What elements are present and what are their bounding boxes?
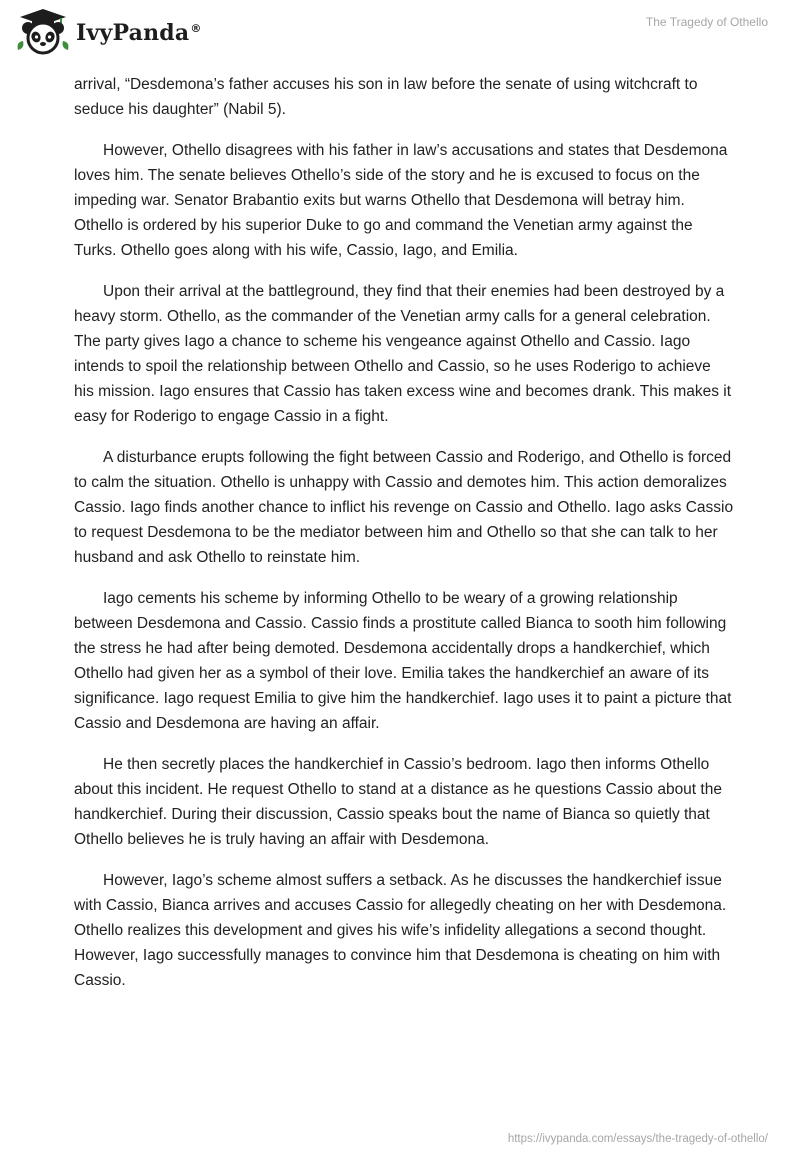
paragraph-1: arrival, “Desdemona’s father accuses his son in law before the senate of using witchcraft to seduce his daughter” (Nabil 5). <box>74 76 698 118</box>
essay-body <box>74 72 734 1009</box>
brand-logo[interactable] <box>14 6 202 58</box>
paragraph-6: He then secretly places the handkerchief in Cassio’s bedroom. Iago then informs Othello about this incident. He request Othello to stand at a distance as he questions Cassio about the handkerchief. During their discussion, Cassio speaks bout the name of Bianca so quietly that Othello believes he is truly having an affair with Desdemona. <box>74 756 722 848</box>
registered-mark: ® <box>190 21 202 35</box>
source-url[interactable]: https://ivypanda.com/essays/the-tragedy-of-othello/ <box>507 1133 768 1145</box>
brand-name: IvyPanda® <box>76 20 202 46</box>
paragraph-4: A disturbance erupts following the fight between Cassio and Roderigo, and Othello is forced to calm the situation. Othello is unhappy with Cassio and demotes him. This action demoralizes Cassio. Iago finds another chance to inflict his revenge on Cassio and Othello. Iago asks Cassio to request Desdemona to be the mediator between him and Othello so that she can talk to her husband and ask Othello to reinstate him. <box>74 449 734 566</box>
panda-logo-icon <box>14 6 72 58</box>
page-header <box>0 0 800 70</box>
document-title: The Tragedy of Othello <box>645 15 768 29</box>
paragraph-7: However, Iago’s scheme almost suffers a setback. As he discusses the handkerchief issue with Cassio, Bianca arrives and accuses Cassio for allegedly cheating on her with Desdemona. Othello realizes this development and gives his wife’s infidelity allegations a second thought. However, Iago successfully manages to convince him that Desdemona is cheating on him with Cassio. <box>74 872 727 989</box>
paragraph-5: Iago cements his scheme by informing Othello to be weary of a growing relationship between Desdemona and Cassio. Cassio finds a prostitute called Bianca to sooth him following the stress he had after being demoted. Desdemona accidentally drops a handkerchief, which Othello had given her as a symbol of their love. Emilia takes the handkerchief an aware of its significance. Iago request Emilia to give him the handkerchief. Iago uses it to paint a picture that Cassio and Desdemona are having an affair. <box>74 590 732 732</box>
paragraph-3: Upon their arrival at the battleground, they find that their enemies had been destroyed by a heavy storm. Othello, as the commander of the Venetian army calls for a general celebration. The party gives Iago a chance to scheme his vengeance against Othello and Cassio. Iago intends to spoil the relationship between Othello and Cassio, so he uses Roderigo to achieve his mission. Iago ensures that Cassio has taken excess wine and becomes drank. This makes it easy for Roderigo to engage Cassio in a fight. <box>74 283 732 425</box>
paragraph-2: However, Othello disagrees with his father in law’s accusations and states that Desdemona loves him. The senate believes Othello’s side of the story and he is excused to focus on the impeding war. Senator Brabantio exits but warns Othello that Desdemona will betray him. Othello is ordered by his superior Duke to go and command the Venetian army against the Turks. Othello goes along with his wife, Cassio, Iago, and Emilia. <box>74 142 728 259</box>
